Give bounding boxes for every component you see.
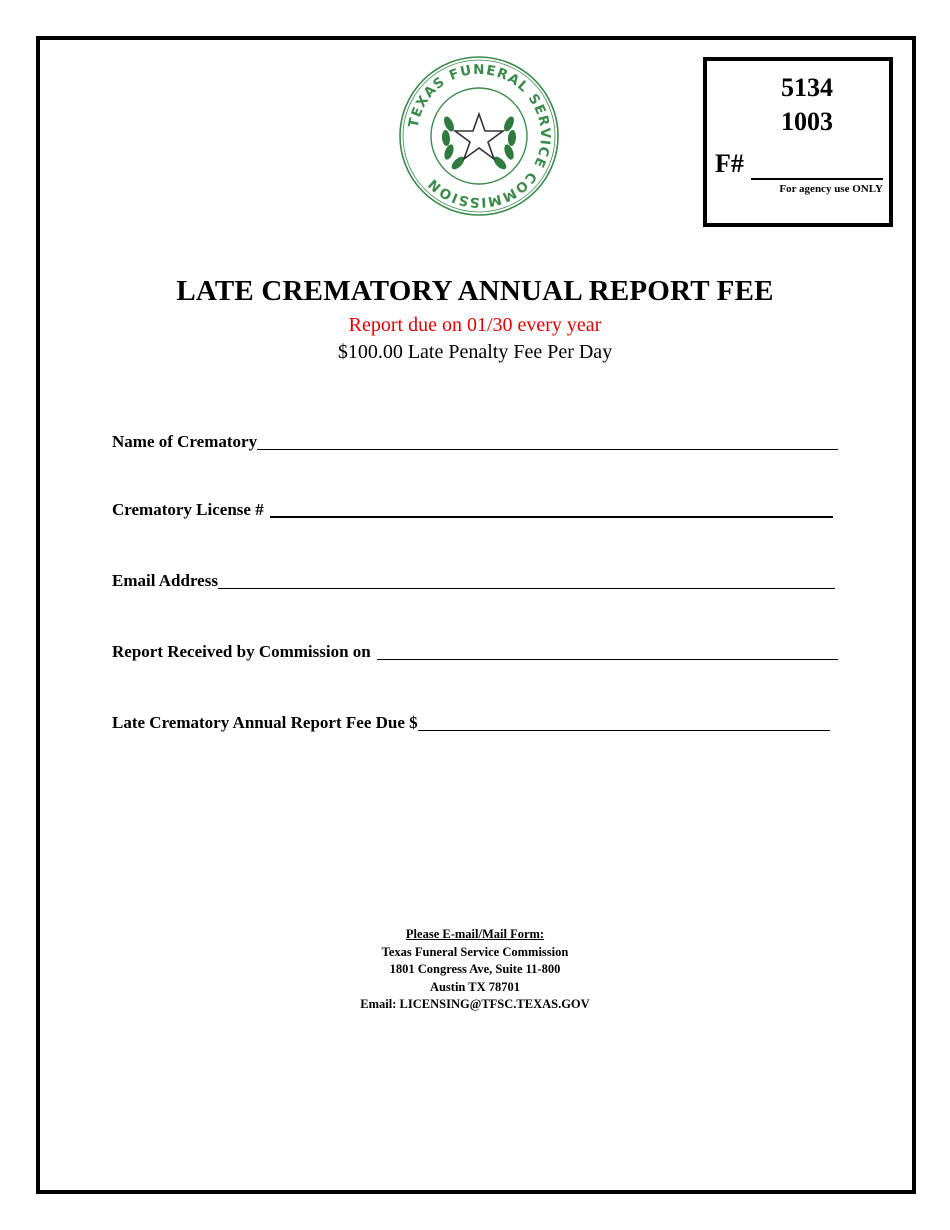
agency-code-1: 5134 — [781, 73, 833, 102]
license-number-row — [112, 498, 833, 520]
svg-text:TEXAS FUNERAL SERVICE COMMISSI: TEXAS FUNERAL SERVICE COMMISSION — [405, 61, 554, 211]
agency-code-2: 1003 — [781, 107, 833, 136]
commission-seal — [397, 54, 561, 218]
mailing-city: Austin TX 78701 — [429, 979, 521, 994]
license-number-field[interactable] — [270, 498, 833, 518]
f-number-field[interactable] — [751, 178, 883, 180]
agency-use-note: For agency use ONLY — [779, 183, 883, 195]
f-number-label: F# — [715, 149, 744, 178]
email-field[interactable] — [218, 570, 835, 589]
fee-due-row — [112, 711, 830, 733]
due-date-note: Report due on 01/30 every year — [348, 314, 602, 336]
email-label: Email Address — [112, 571, 218, 590]
received-on-row — [112, 640, 838, 662]
penalty-note: $100.00 Late Penalty Fee Per Day — [337, 341, 613, 363]
crematory-name-field[interactable] — [257, 431, 838, 450]
seal-icon — [397, 54, 561, 218]
mailing-street: 1801 Congress Ave, Suite 11-800 — [389, 962, 561, 976]
crematory-name-label: Name of Crematory — [112, 432, 258, 451]
license-number-label: Crematory License # — [112, 500, 264, 519]
received-on-field[interactable] — [377, 641, 838, 660]
crematory-name-row — [112, 430, 838, 452]
mailing-heading: Please E-mail/Mail Form: — [405, 927, 545, 941]
mailing-email: Email: LICENSING@TFSC.TEXAS.GOV — [360, 997, 590, 1011]
page-title: LATE CREMATORY ANNUAL REPORT FEE — [176, 275, 774, 307]
received-on-label: Report Received by Commission on — [112, 642, 371, 661]
email-row — [112, 569, 835, 591]
fee-due-label: Late Crematory Annual Report Fee Due $ — [112, 713, 418, 732]
mailing-org: Texas Funeral Service Commission — [381, 944, 569, 959]
agency-use-box — [703, 57, 893, 227]
fee-due-field[interactable] — [418, 712, 830, 731]
mailing-info — [0, 926, 950, 1014]
